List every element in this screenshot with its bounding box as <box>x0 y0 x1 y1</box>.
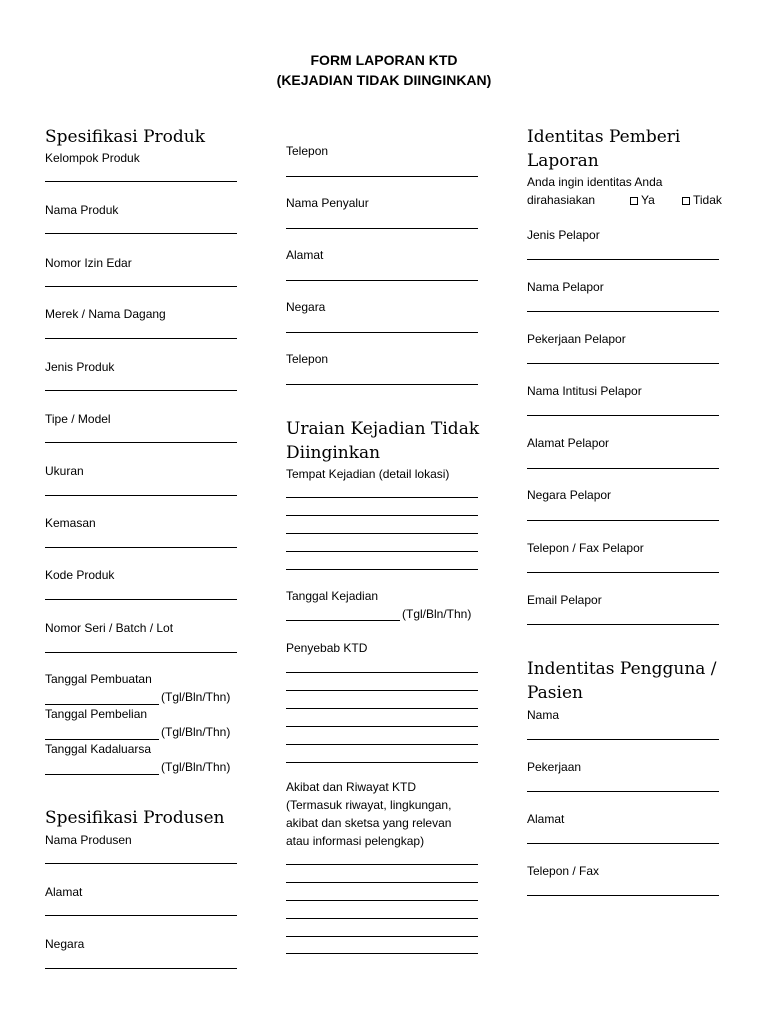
field-email-pelapor[interactable] <box>527 624 719 625</box>
label-institusi-pelapor: Nama Intitusi Pelapor <box>527 384 642 398</box>
section-heading-uraian-cont: Diinginkan <box>286 443 381 463</box>
field-akibat-line[interactable] <box>286 936 478 937</box>
label-alamat-produsen: Alamat <box>45 885 83 899</box>
label-negara-produsen: Negara <box>45 937 85 951</box>
label-email-pelapor: Email Pelapor <box>527 593 602 607</box>
field-merek[interactable] <box>45 338 237 339</box>
field-nama-produk[interactable] <box>45 233 237 234</box>
field-telepon-penyalur[interactable] <box>286 384 478 385</box>
field-negara-penyalur[interactable] <box>286 332 478 333</box>
field-penyebab-line[interactable] <box>286 744 478 745</box>
field-tempat-kejadian-line[interactable] <box>286 515 478 516</box>
option-ya-label: Ya <box>641 193 655 207</box>
field-telepon-pelapor[interactable] <box>527 572 719 573</box>
field-penyebab-line[interactable] <box>286 672 478 673</box>
field-nama-produsen[interactable] <box>45 863 237 864</box>
field-pekerjaan-pasien[interactable] <box>527 791 719 792</box>
option-ya[interactable] <box>630 193 655 208</box>
field-akibat-line[interactable] <box>286 953 478 954</box>
label-jenis-pelapor: Jenis Pelapor <box>527 228 600 242</box>
field-nama-penyalur[interactable] <box>286 228 478 229</box>
label-akibat-riwayat: Akibat dan Riwayat KTD <box>286 780 417 794</box>
field-tempat-kejadian-line[interactable] <box>286 551 478 552</box>
label-kelompok-produk: Kelompok Produk <box>45 151 140 165</box>
field-tempat-kejadian-line[interactable] <box>286 569 478 570</box>
checkbox-ya[interactable] <box>630 197 638 205</box>
field-akibat-line[interactable] <box>286 918 478 919</box>
label-nomor-seri: Nomor Seri / Batch / Lot <box>45 621 174 635</box>
field-alamat-pelapor[interactable] <box>527 468 719 469</box>
field-kelompok-produk[interactable] <box>45 181 237 182</box>
section-heading-produsen: Spesifikasi Produsen <box>45 808 225 828</box>
label-kode-produk: Kode Produk <box>45 568 115 582</box>
field-institusi-pelapor[interactable] <box>527 415 719 416</box>
form-title: FORM LAPORAN KTD <box>310 52 458 68</box>
section-heading-produk: Spesifikasi Produk <box>45 127 206 147</box>
date-format-hint: (Tgl/Bln/Thn) <box>161 725 231 739</box>
section-heading-uraian: Uraian Kejadian Tidak <box>286 419 480 439</box>
field-akibat-line[interactable] <box>286 864 478 865</box>
label-tipe-model: Tipe / Model <box>45 412 111 426</box>
label-jenis-produk: Jenis Produk <box>45 360 115 374</box>
field-nama-pelapor[interactable] <box>527 311 719 312</box>
label-telepon-pasien: Telepon / Fax <box>527 864 600 878</box>
field-kode-produk[interactable] <box>45 599 237 600</box>
option-tidak[interactable] <box>682 193 722 208</box>
label-tanggal-kejadian: Tanggal Kejadian <box>286 589 379 603</box>
field-tipe-model[interactable] <box>45 442 237 443</box>
label-negara-pelapor: Negara Pelapor <box>527 488 612 502</box>
field-penyebab-line[interactable] <box>286 708 478 709</box>
label-nomor-izin-edar: Nomor Izin Edar <box>45 256 132 270</box>
section-heading-pemberi: Identitas Pemberi <box>527 127 681 147</box>
label-nama-pasien: Nama <box>527 708 560 722</box>
label-merek: Merek / Nama Dagang <box>45 307 166 321</box>
field-alamat-produsen[interactable] <box>45 915 237 916</box>
field-alamat-penyalur[interactable] <box>286 280 478 281</box>
label-tanggal-pembuatan: Tanggal Pembuatan <box>45 672 152 686</box>
field-jenis-pelapor[interactable] <box>527 259 719 260</box>
field-akibat-line[interactable] <box>286 882 478 883</box>
section-heading-pemberi-cont: Laporan <box>527 151 599 171</box>
label-tempat-kejadian: Tempat Kejadian (detail lokasi) <box>286 467 450 481</box>
section-heading-pengguna-cont: Pasien <box>527 683 583 703</box>
label-pekerjaan-pelapor: Pekerjaan Pelapor <box>527 332 626 346</box>
label-rahasia-question-cont: dirahasiakan <box>527 193 596 207</box>
field-alamat-pasien[interactable] <box>527 843 719 844</box>
label-nama-penyalur: Nama Penyalur <box>286 196 369 210</box>
field-tanggal-pembelian[interactable] <box>45 739 159 740</box>
label-pekerjaan-pasien: Pekerjaan <box>527 760 582 774</box>
label-nama-produsen: Nama Produsen <box>45 833 132 847</box>
label-ukuran: Ukuran <box>45 464 84 478</box>
label-rahasia-question: Anda ingin identitas Anda <box>527 175 663 189</box>
section-heading-pengguna: Indentitas Pengguna / <box>527 659 717 679</box>
field-nomor-seri[interactable] <box>45 652 237 653</box>
field-nama-pasien[interactable] <box>527 739 719 740</box>
checkbox-tidak[interactable] <box>682 197 690 205</box>
field-tanggal-kadaluarsa[interactable] <box>45 774 159 775</box>
label-penyebab-ktd: Penyebab KTD <box>286 641 368 655</box>
label-nama-pelapor: Nama Pelapor <box>527 280 604 294</box>
label-tanggal-pembelian: Tanggal Pembelian <box>45 707 148 721</box>
label-alamat-penyalur: Alamat <box>286 248 324 262</box>
field-negara-pelapor[interactable] <box>527 520 719 521</box>
label-alamat-pasien: Alamat <box>527 812 565 826</box>
label-akibat-riwayat-note: akibat dan sketsa yang relevan <box>286 816 452 830</box>
label-akibat-riwayat-note: atau informasi pelengkap) <box>286 834 425 848</box>
label-tanggal-kadaluarsa: Tanggal Kadaluarsa <box>45 742 152 756</box>
field-telepon-pasien[interactable] <box>527 895 719 896</box>
label-alamat-pelapor: Alamat Pelapor <box>527 436 610 450</box>
field-akibat-line[interactable] <box>286 900 478 901</box>
field-ukuran[interactable] <box>45 495 237 496</box>
option-tidak-label: Tidak <box>693 193 722 207</box>
field-negara-produsen[interactable] <box>45 968 237 969</box>
field-penyebab-line[interactable] <box>286 762 478 763</box>
field-pekerjaan-pelapor[interactable] <box>527 363 719 364</box>
label-telepon-penyalur: Telepon <box>286 352 329 366</box>
date-format-hint: (Tgl/Bln/Thn) <box>161 690 231 704</box>
field-tempat-kejadian-line[interactable] <box>286 533 478 534</box>
field-penyebab-line[interactable] <box>286 726 478 727</box>
field-nomor-izin-edar[interactable] <box>45 286 237 287</box>
label-akibat-riwayat-note: (Termasuk riwayat, lingkungan, <box>286 798 452 812</box>
field-tanggal-kejadian[interactable] <box>286 620 400 621</box>
field-telepon-produsen[interactable] <box>286 176 478 177</box>
label-telepon-produsen: Telepon <box>286 144 329 158</box>
field-kemasan[interactable] <box>45 547 237 548</box>
form-subtitle: (KEJADIAN TIDAK DIINGINKAN) <box>276 72 492 88</box>
label-negara-penyalur: Negara <box>286 300 326 314</box>
field-tempat-kejadian-line[interactable] <box>286 497 478 498</box>
field-jenis-produk[interactable] <box>45 390 237 391</box>
field-tanggal-pembuatan[interactable] <box>45 704 159 705</box>
date-format-hint: (Tgl/Bln/Thn) <box>402 607 472 621</box>
field-penyebab-line[interactable] <box>286 690 478 691</box>
label-kemasan: Kemasan <box>45 516 96 530</box>
label-nama-produk: Nama Produk <box>45 203 119 217</box>
label-telepon-pelapor: Telepon / Fax Pelapor <box>527 541 644 555</box>
date-format-hint: (Tgl/Bln/Thn) <box>161 760 231 774</box>
